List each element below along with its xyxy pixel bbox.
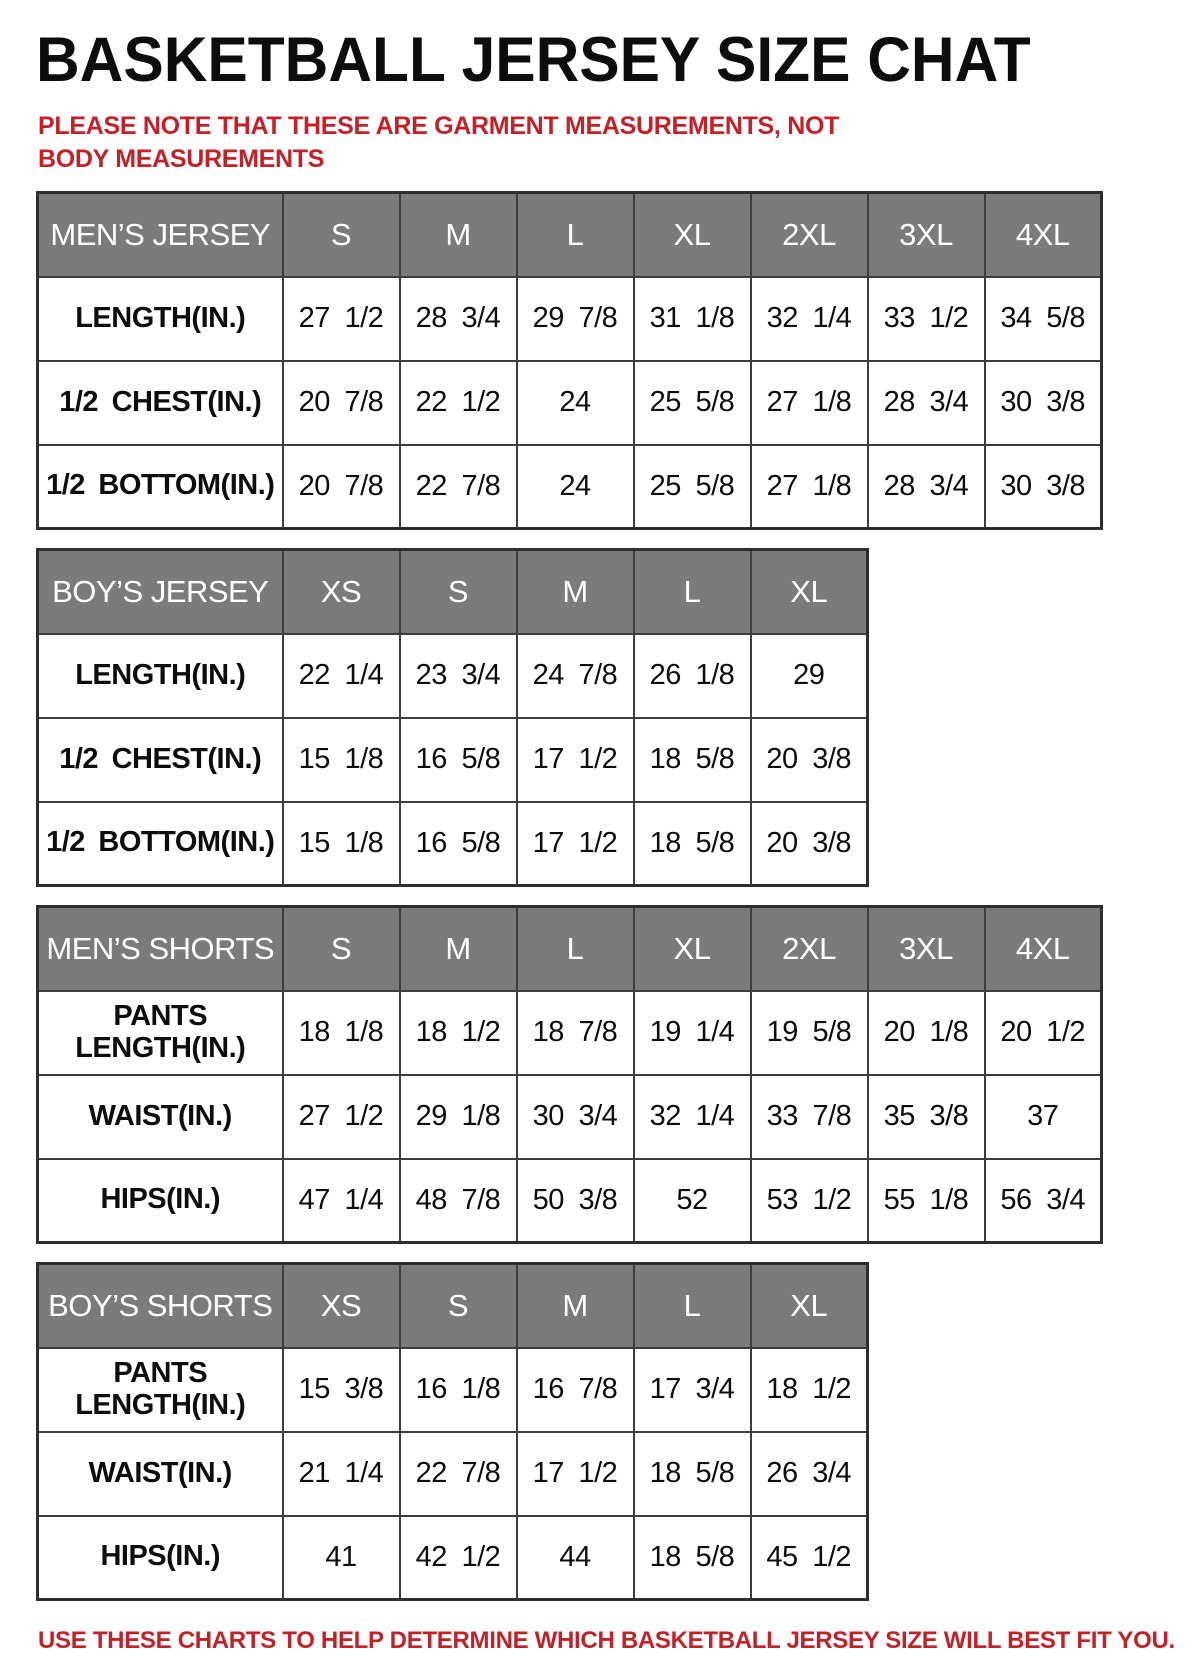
- table-row: [38, 445, 1102, 529]
- column-header-l: L: [517, 193, 634, 277]
- table-row: [38, 361, 1102, 445]
- size-value-cell: 20 7/8: [283, 361, 400, 445]
- column-header-xs: XS: [283, 550, 400, 634]
- size-value-cell: 18 1/8: [283, 991, 400, 1075]
- column-header-s: S: [400, 1264, 517, 1348]
- size-value-cell: 29: [751, 634, 868, 718]
- size-value-cell: 20 7/8: [283, 445, 400, 529]
- size-value-cell: 28 3/4: [868, 361, 985, 445]
- column-header-3xl: 3XL: [868, 193, 985, 277]
- size-value-cell: 24 7/8: [517, 634, 634, 718]
- column-header-l: L: [634, 1264, 751, 1348]
- column-header-xs: XS: [283, 1264, 400, 1348]
- size-value-cell: 17 3/4: [634, 1348, 751, 1432]
- size-table-men-s-shorts: [36, 905, 1103, 1244]
- column-header-2xl: 2XL: [751, 907, 868, 991]
- size-value-cell: 16 7/8: [517, 1348, 634, 1432]
- page-title: BASKETBALL JERSEY SIZE CHAT: [36, 25, 1031, 95]
- size-value-cell: 33 7/8: [751, 1075, 868, 1159]
- tables: [36, 191, 1166, 1601]
- row-label: 1/2 BOTTOM(IN.): [38, 802, 283, 886]
- size-value-cell: 30 3/8: [985, 445, 1102, 529]
- table-row: [38, 802, 868, 886]
- size-chart-page: [36, 24, 1175, 1655]
- size-value-cell: 15 1/8: [283, 718, 400, 802]
- size-value-cell: 42 1/2: [400, 1516, 517, 1600]
- size-table-boy-s-jersey: [36, 548, 869, 887]
- size-value-cell: 27 1/8: [751, 361, 868, 445]
- size-value-cell: 26 1/8: [634, 634, 751, 718]
- size-value-cell: 52: [634, 1159, 751, 1243]
- size-value-cell: 25 5/8: [634, 445, 751, 529]
- size-value-cell: 16 1/8: [400, 1348, 517, 1432]
- size-value-cell: 23 3/4: [400, 634, 517, 718]
- size-value-cell: 18 5/8: [634, 802, 751, 886]
- column-header-l: L: [517, 907, 634, 991]
- table-row: [38, 991, 1102, 1075]
- table-row: [38, 277, 1102, 361]
- size-value-cell: 27 1/8: [751, 445, 868, 529]
- size-value-cell: 20 1/2: [985, 991, 1102, 1075]
- table-row: [38, 1516, 868, 1600]
- size-value-cell: 33 1/2: [868, 277, 985, 361]
- size-value-cell: 29 1/8: [400, 1075, 517, 1159]
- size-value-cell: 21 1/4: [283, 1432, 400, 1516]
- size-value-cell: 35 3/8: [868, 1075, 985, 1159]
- size-value-cell: 25 5/8: [634, 361, 751, 445]
- size-value-cell: 22 1/2: [400, 361, 517, 445]
- size-value-cell: 19 1/4: [634, 991, 751, 1075]
- size-value-cell: 20 1/8: [868, 991, 985, 1075]
- size-value-cell: 30 3/8: [985, 361, 1102, 445]
- column-header-4xl: 4XL: [985, 907, 1102, 991]
- size-value-cell: 20 3/8: [751, 718, 868, 802]
- size-value-cell: 56 3/4: [985, 1159, 1102, 1243]
- table-row: [38, 1075, 1102, 1159]
- row-label: HIPS(IN.): [38, 1159, 283, 1243]
- size-value-cell: 19 5/8: [751, 991, 868, 1075]
- size-value-cell: 22 1/4: [283, 634, 400, 718]
- size-value-cell: 26 3/4: [751, 1432, 868, 1516]
- row-label: WAIST(IN.): [38, 1075, 283, 1159]
- size-value-cell: 15 1/8: [283, 802, 400, 886]
- column-header-xl: XL: [751, 1264, 868, 1348]
- row-label: LENGTH(IN.): [38, 634, 283, 718]
- table-title-men-s-shorts: MEN’S SHORTS: [38, 907, 283, 991]
- row-label: HIPS(IN.): [38, 1516, 283, 1600]
- size-value-cell: 28 3/4: [868, 445, 985, 529]
- size-value-cell: 20 3/8: [751, 802, 868, 886]
- table-row: [38, 1159, 1102, 1243]
- size-value-cell: 50 3/8: [517, 1159, 634, 1243]
- table-title-boy-s-shorts: BOY’S SHORTS: [38, 1264, 283, 1348]
- column-header-s: S: [283, 193, 400, 277]
- header-row: [38, 550, 868, 634]
- size-value-cell: 16 5/8: [400, 802, 517, 886]
- size-value-cell: 44: [517, 1516, 634, 1600]
- row-label: WAIST(IN.): [38, 1432, 283, 1516]
- size-value-cell: 24: [517, 445, 634, 529]
- table-row: [38, 1348, 868, 1432]
- size-value-cell: 47 1/4: [283, 1159, 400, 1243]
- size-value-cell: 18 5/8: [634, 718, 751, 802]
- size-value-cell: 16 5/8: [400, 718, 517, 802]
- size-value-cell: 24: [517, 361, 634, 445]
- size-value-cell: 30 3/4: [517, 1075, 634, 1159]
- footer-note: USE THESE CHARTS TO HELP DETERMINE WHICH BASKETBALL JERSEY SIZE WILL BEST FIT YOU.: [38, 1627, 1175, 1654]
- column-header-3xl: 3XL: [868, 907, 985, 991]
- column-header-s: S: [400, 550, 517, 634]
- column-header-m: M: [400, 193, 517, 277]
- size-value-cell: 32 1/4: [634, 1075, 751, 1159]
- column-header-2xl: 2XL: [751, 193, 868, 277]
- table-row: [38, 718, 868, 802]
- header-row: [38, 1264, 868, 1348]
- header-row: [38, 907, 1102, 991]
- table-title-boy-s-jersey: BOY’S JERSEY: [38, 550, 283, 634]
- size-value-cell: 55 1/8: [868, 1159, 985, 1243]
- column-header-xl: XL: [751, 550, 868, 634]
- row-label: 1/2 CHEST(IN.): [38, 718, 283, 802]
- row-label: 1/2 BOTTOM(IN.): [38, 445, 283, 529]
- size-value-cell: 18 5/8: [634, 1432, 751, 1516]
- table-row: [38, 634, 868, 718]
- size-value-cell: 18 7/8: [517, 991, 634, 1075]
- size-value-cell: 17 1/2: [517, 1432, 634, 1516]
- garment-measurement-note: PLEASE NOTE THAT THESE ARE GARMENT MEASUREMENTS, NOT BODY MEASUREMENTS: [38, 112, 840, 173]
- size-value-cell: 22 7/8: [400, 445, 517, 529]
- size-table-men-s-jersey: [36, 191, 1103, 530]
- column-header-4xl: 4XL: [985, 193, 1102, 277]
- size-value-cell: 17 1/2: [517, 718, 634, 802]
- column-header-s: S: [283, 907, 400, 991]
- size-value-cell: 31 1/8: [634, 277, 751, 361]
- size-value-cell: 27 1/2: [283, 1075, 400, 1159]
- size-value-cell: 27 1/2: [283, 277, 400, 361]
- row-label: 1/2 CHEST(IN.): [38, 361, 283, 445]
- table-title-men-s-jersey: MEN’S JERSEY: [38, 193, 283, 277]
- size-value-cell: 28 3/4: [400, 277, 517, 361]
- size-value-cell: 18 1/2: [751, 1348, 868, 1432]
- row-label: PANTS LENGTH(IN.): [38, 991, 283, 1075]
- column-header-xl: XL: [634, 193, 751, 277]
- column-header-m: M: [400, 907, 517, 991]
- column-header-l: L: [634, 550, 751, 634]
- size-value-cell: 22 7/8: [400, 1432, 517, 1516]
- size-value-cell: 45 1/2: [751, 1516, 868, 1600]
- size-value-cell: 53 1/2: [751, 1159, 868, 1243]
- size-value-cell: 41: [283, 1516, 400, 1600]
- column-header-m: M: [517, 550, 634, 634]
- column-header-m: M: [517, 1264, 634, 1348]
- size-table-boy-s-shorts: [36, 1262, 869, 1601]
- size-value-cell: 18 5/8: [634, 1516, 751, 1600]
- header-row: [38, 193, 1102, 277]
- size-value-cell: 32 1/4: [751, 277, 868, 361]
- column-header-xl: XL: [634, 907, 751, 991]
- size-value-cell: 18 1/2: [400, 991, 517, 1075]
- size-value-cell: 37: [985, 1075, 1102, 1159]
- row-label: LENGTH(IN.): [38, 277, 283, 361]
- size-value-cell: 17 1/2: [517, 802, 634, 886]
- table-row: [38, 1432, 868, 1516]
- size-value-cell: 48 7/8: [400, 1159, 517, 1243]
- size-value-cell: 29 7/8: [517, 277, 634, 361]
- size-value-cell: 15 3/8: [283, 1348, 400, 1432]
- size-value-cell: 34 5/8: [985, 277, 1102, 361]
- row-label: PANTS LENGTH(IN.): [38, 1348, 283, 1432]
